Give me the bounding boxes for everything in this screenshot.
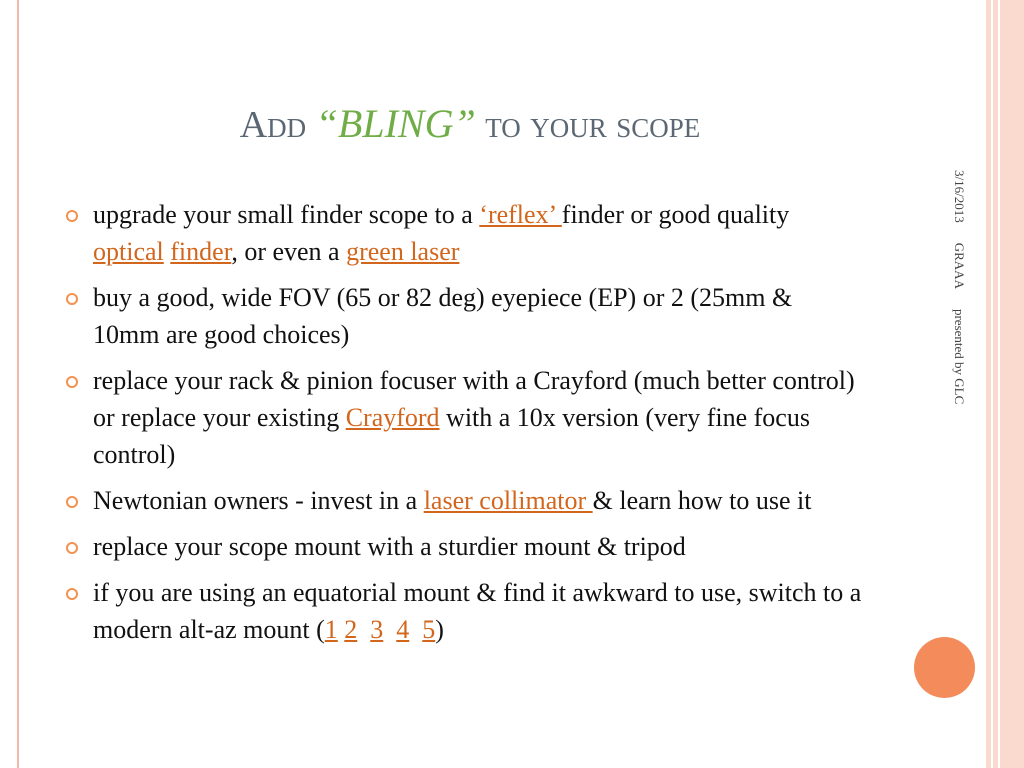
bullet-text: & learn how to use it xyxy=(592,486,812,515)
bullet-text: replace your rack & pinion focuser with a Crayford (much better control) or replace your existing xyxy=(93,366,855,432)
link-separator xyxy=(409,615,422,644)
bullet-circle-icon xyxy=(66,542,78,554)
bullet-text: if you are using an equatorial mount & find it awkward to use, switch to a modern alt-az mount ( xyxy=(93,578,862,644)
link-separator xyxy=(357,615,370,644)
green-laser-link[interactable]: green laser xyxy=(346,237,460,266)
bullet-list xyxy=(64,196,864,657)
bullet-text: Newtonian owners - invest in a xyxy=(93,486,424,515)
optical-link[interactable]: optical xyxy=(93,237,164,266)
bullet-circle-icon xyxy=(66,376,78,388)
mount-link-1[interactable]: 1 xyxy=(324,615,338,644)
slide-date: 3/16/2013 xyxy=(952,170,967,223)
bullet-circle-icon xyxy=(66,588,78,600)
mount-link-3[interactable]: 3 xyxy=(370,615,384,644)
bullet-item xyxy=(64,482,864,519)
bullet-text: replace your scope mount with a sturdier mount & tripod xyxy=(93,532,686,561)
mount-link-2[interactable]: 2 xyxy=(344,615,358,644)
bullet-circle-icon xyxy=(66,293,78,305)
bullet-item xyxy=(64,574,864,648)
title-emphasis: “BLING” xyxy=(315,101,476,146)
bullet-item xyxy=(64,196,864,270)
vertical-footer xyxy=(951,170,967,404)
bullet-text: , or even a xyxy=(231,237,347,266)
title-prefix: Add xyxy=(239,104,307,146)
bullet-circle-icon xyxy=(66,210,78,222)
bullet-text: upgrade your small finder scope to a xyxy=(93,200,480,229)
bullet-text: ) xyxy=(435,615,444,644)
decorative-circle xyxy=(914,637,975,698)
mount-link-4[interactable]: 4 xyxy=(396,615,410,644)
bullet-text: finder or good quality xyxy=(561,200,790,229)
title-suffix: to your scope xyxy=(485,104,701,146)
bullet-item xyxy=(64,528,864,565)
bullet-circle-icon xyxy=(66,496,78,508)
crayford-link[interactable]: Crayford xyxy=(345,403,440,432)
reflex-link[interactable]: ‘reflex’ xyxy=(479,200,562,229)
slide-org: GRAAA xyxy=(952,242,967,289)
bullet-item xyxy=(64,362,864,473)
finder-link[interactable]: finder xyxy=(170,237,232,266)
mount-link-5[interactable]: 5 xyxy=(422,615,436,644)
laser-collimator-link[interactable]: laser collimator xyxy=(423,486,593,515)
bullet-item xyxy=(64,279,864,353)
slide-title xyxy=(0,100,940,149)
bullet-text: buy a good, wide FOV (65 or 82 deg) eyepiece (EP) or 2 (25mm & 10mm are good choices) xyxy=(93,283,793,349)
bullet-text: with a 10x version (very fine focus control) xyxy=(93,403,810,469)
slide-presenter: presented by GLC xyxy=(952,308,967,405)
right-border-band xyxy=(1000,0,1024,768)
link-separator xyxy=(383,615,396,644)
